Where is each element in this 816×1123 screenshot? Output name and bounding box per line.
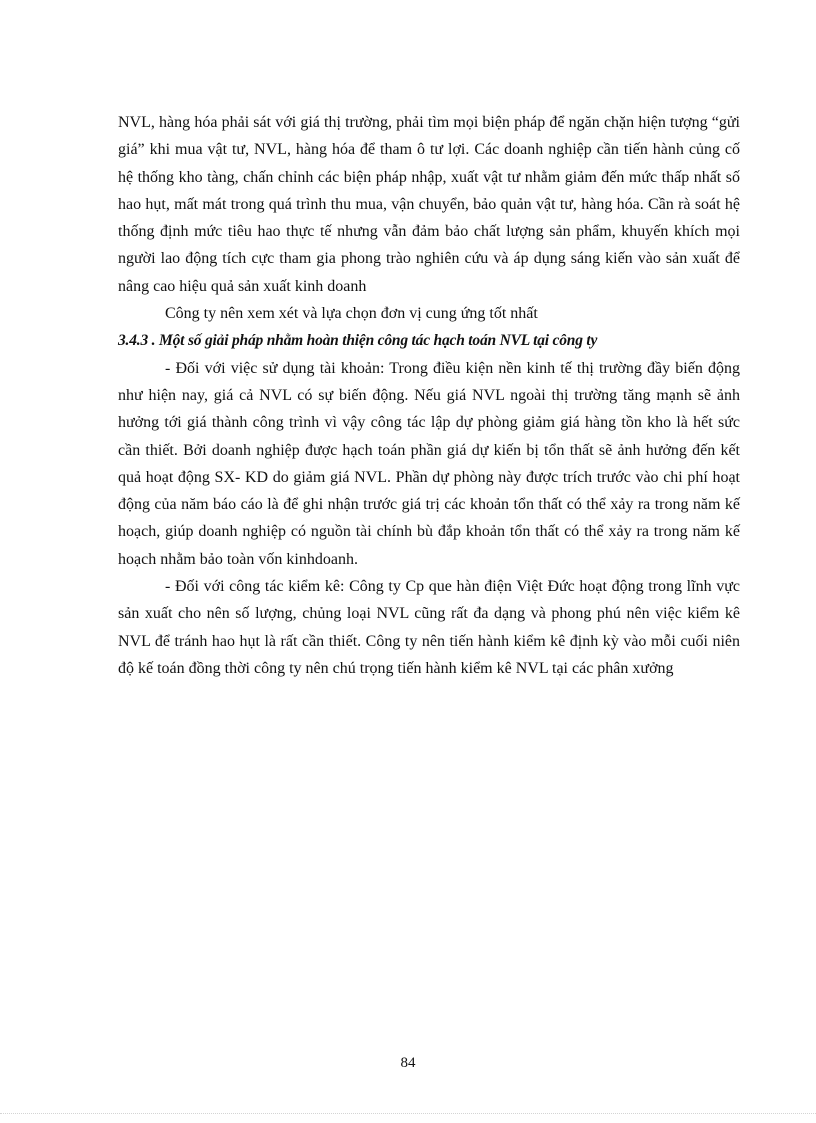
page-content xyxy=(118,109,740,682)
body-paragraph: - Đối với việc sử dụng tài khoản: Trong điều kiện nền kinh tế thị trường đầy biến động như hiện nay, giá cả NVL có sự biến động. Nếu giá NVL ngoài thị trường tăng mạnh sẽ ảnh hưởng tới giá thành công trình vì vậy công tác lập dự phòng giảm giá hàng tồn kho là hết sức cần thiết. Bởi doanh nghiệp được hạch toán phần giá dự kiến bị tổn thất sẽ ảnh hưởng đến kết quả hoạt động SX- KD do giảm giá NVL. Phần dự phòng này được trích trước vào chi phí hoạt động của năm báo cáo là để ghi nhận trước giá trị các khoản tổn thất có thể xảy ra trong năm kế hoạch, giúp doanh nghiệp có nguồn tài chính bù đắp khoản tổn thất có thể xảy ra trong năm kế hoạch nhằm bảo toàn vốn kinhdoanh. xyxy=(118,359,740,568)
body-paragraph: - Đối với công tác kiểm kê: Công ty Cp que hàn điện Việt Đức hoạt động trong lĩnh vực sản xuất cho nên số lượng, chủng loại NVL cũng rất đa dạng và phong phú nên việc kiểm kê NVL để tránh hao hụt là rất cần thiết. Công ty nên tiến hành kiểm kê định kỳ vào mỗi cuối niên độ kế toán đồng thời công ty nên chú trọng tiến hành kiểm kê NVL tại các phân xưởng xyxy=(118,578,740,677)
body-paragraph: Công ty nên xem xét và lựa chọn đơn vị cung ứng tốt nhất xyxy=(165,305,538,323)
body-paragraph: NVL, hàng hóa phải sát với giá thị trường, phải tìm mọi biện pháp để ngăn chặn hiện tượng “gửi giá” khi mua vật tư, NVL, hàng hóa để tham ô tư lợi. Các doanh nghiệp cần tiến hành củng cố hệ thống kho tàng, chấn chỉnh các biện pháp nhập, xuất vật tư nhằm giảm đến mức thấp nhất số hao hụt, mất mát trong quá trình thu mua, vận chuyển, bảo quản vật tư, hàng hóa. Cần rà soát hệ thống định mức tiêu hao thực tế nhưng vẫn đảm bảo chất lượng sản phẩm, khuyến khích mọi người lao động tích cực tham gia phong trào nghiên cứu và áp dụng sáng kiến vào sản xuất để nâng cao hiệu quả sản xuất kinh doanh xyxy=(118,114,740,295)
section-heading: 3.4.3 . Một số giải pháp nhằm hoàn thiện công tác hạch toán NVL tại công ty xyxy=(118,332,598,350)
page-bottom-border xyxy=(0,1113,816,1114)
page-number: 84 xyxy=(400,1055,416,1071)
